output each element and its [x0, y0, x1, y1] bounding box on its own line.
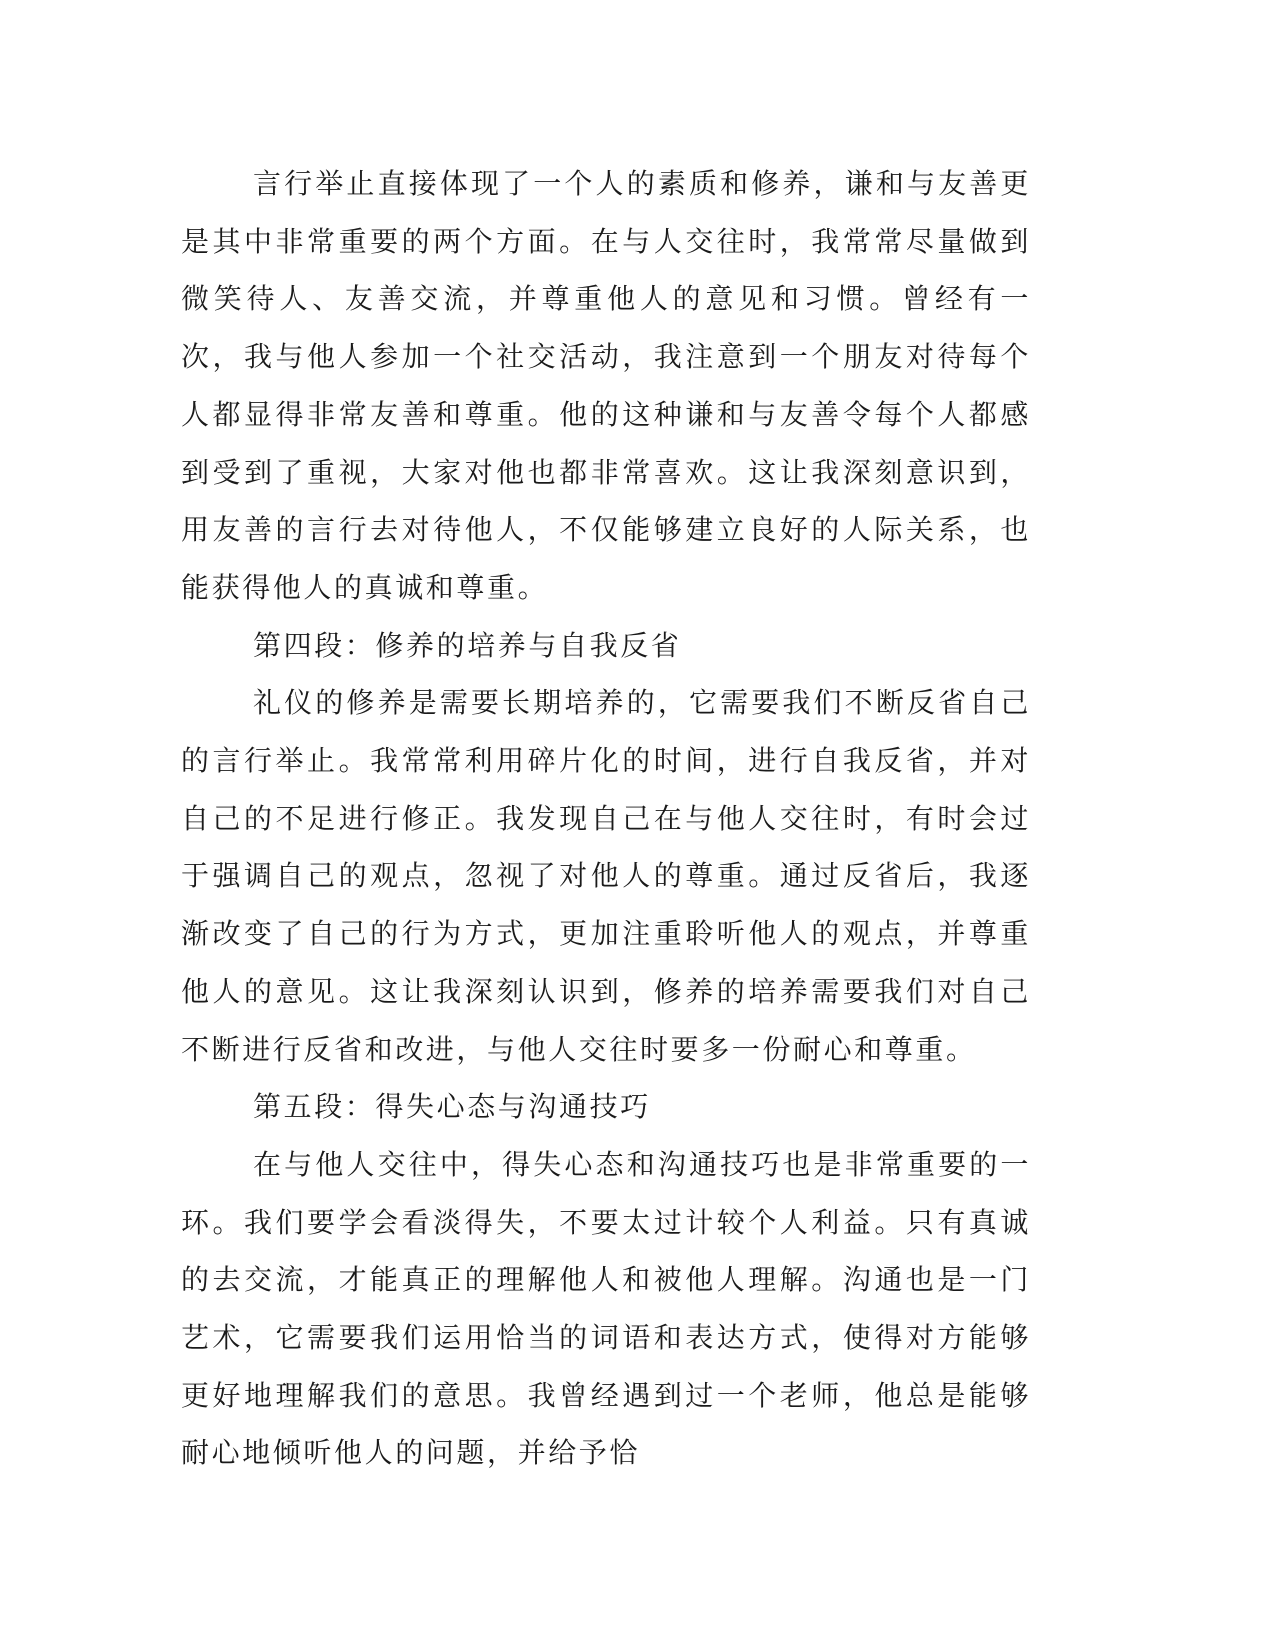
paragraph-communication-skills: 在与他人交往中，得失心态和沟通技巧也是非常重要的一环。我们要学会看淡得失，不要太过计较个人利益。只有真诚的去交流，才能真正的理解他人和被他人理解。沟通也是一门艺术，它需要我们运用恰当的词语和表达方式，使得对方能够更好地理解我们的意思。我曾经遇到过一个老师，他总是能够耐心地倾听他人的问题，并给予恰 [181, 1147, 1031, 1470]
section-heading-4: 第四段：修养的培养与自我反省 [253, 628, 682, 662]
document-body [181, 155, 1031, 1482]
section-heading-5: 第五段：得失心态与沟通技巧 [253, 1090, 651, 1124]
paragraph-self-reflection: 礼仪的修养是需要长期培养的，它需要我们不断反省自己的言行举止。我常常利用碎片化的时间，进行自我反省，并对自己的不足进行修正。我发现自己在与他人交往时，有时会过于强调自己的观点，忽视了对他人的尊重。通过反省后，我逐渐改变了自己的行为方式，更加注重聆听他人的观点，并尊重他人的意见。这让我深刻认识到，修养的培养需要我们对自己不断进行反省和改进，与他人交往时要多一份耐心和尊重。 [181, 686, 1031, 1066]
paragraph-etiquette-friendliness: 言行举止直接体现了一个人的素质和修养，谦和与友善更是其中非常重要的两个方面。在与人交往时，我常常尽量做到微笑待人、友善交流，并尊重他人的意见和习惯。曾经有一次，我与他人参加一个社交活动，我注意到一个朋友对待每个人都显得非常友善和尊重。他的这种谦和与友善令每个人都感到受到了重视，大家对他也都非常喜欢。这让我深刻意识到，用友善的言行去对待他人，不仅能够建立良好的人际关系，也能获得他人的真诚和尊重。 [181, 167, 1031, 604]
